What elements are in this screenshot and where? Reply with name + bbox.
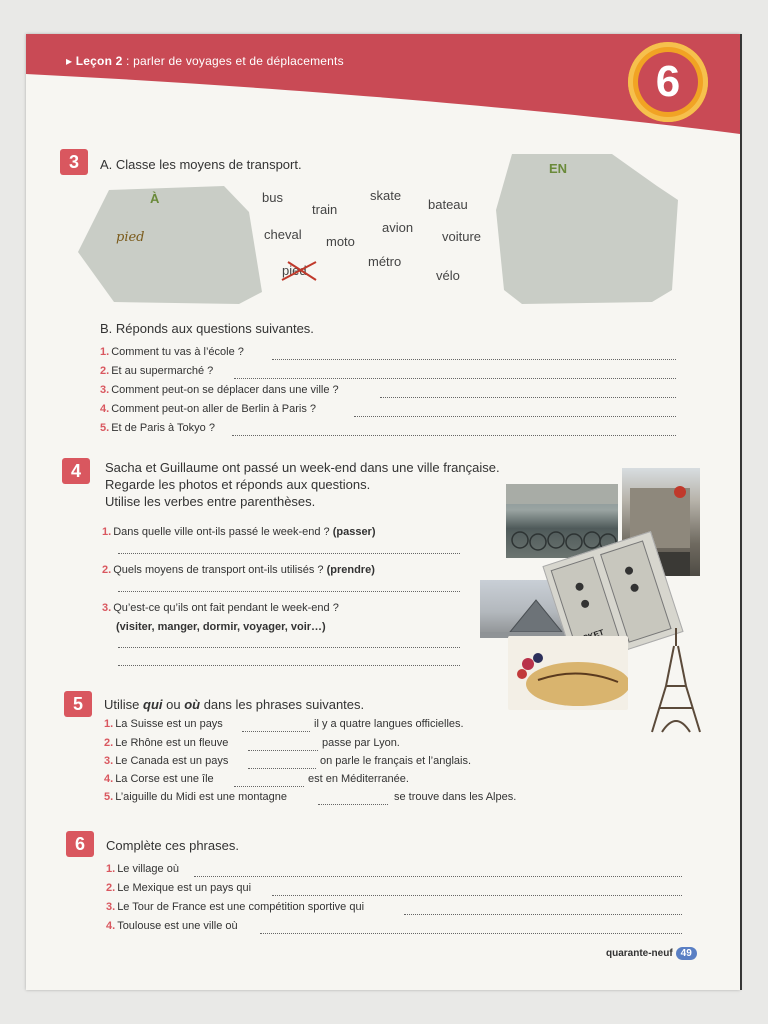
answer-line-6-3[interactable] xyxy=(404,913,682,915)
answer-line-3b-4[interactable] xyxy=(354,415,676,417)
question-3b-1: 1. Comment tu vas à l’école ? xyxy=(100,346,244,358)
exercise-5-number: 5 xyxy=(64,691,92,717)
question-3b-5: 5. Et de Paris à Tokyo ? xyxy=(100,422,215,434)
exercise-5-title: Utilise qui ou où dans les phrases suivantes. xyxy=(104,697,365,712)
answer-line-4-3b[interactable] xyxy=(118,664,460,666)
exercise-3b-title: B. Réponds aux questions suivantes. xyxy=(100,321,314,336)
word-velo[interactable]: vélo xyxy=(436,268,460,283)
word-train[interactable]: train xyxy=(312,202,338,217)
right-category-blob xyxy=(492,150,682,306)
blank-5-1[interactable] xyxy=(242,730,310,732)
sentence-5-4-end: est en Méditerranée. xyxy=(308,773,409,785)
exercise-3-number: 3 xyxy=(60,149,88,175)
blank-5-4[interactable] xyxy=(234,785,304,787)
answer-line-6-4[interactable] xyxy=(260,932,682,934)
unit-badge xyxy=(628,42,708,122)
exercise-4-line-2: Regarde les photos et réponds aux questions. xyxy=(105,477,371,492)
answer-line-3b-3[interactable] xyxy=(380,396,676,398)
sentence-5-2-end: passe par Lyon. xyxy=(322,737,400,749)
blank-5-5[interactable] xyxy=(318,803,388,805)
answer-line-4-2[interactable] xyxy=(118,590,460,592)
word-metro[interactable]: métro xyxy=(368,254,402,269)
word-voiture[interactable]: voiture xyxy=(442,229,482,244)
answer-line-3b-1[interactable] xyxy=(272,358,676,360)
exercise-3a-title: A. Classe les moyens de transport. xyxy=(100,157,302,172)
sentence-6-3: 3. Le Tour de France est une compétition sportive qui xyxy=(106,901,365,913)
sentence-5-5-end: se trouve dans les Alpes. xyxy=(394,791,517,803)
sentence-5-3-end: on parle le français et l’anglais. xyxy=(320,755,472,767)
question-3b-4: 4. Comment peut-on aller de Berlin à Paris ? xyxy=(100,403,317,415)
question-4-1: 1. Dans quelle ville ont-ils passé le week-end ? (passer) xyxy=(102,526,376,538)
question-4-3: 3. Qu’est-ce qu’ils ont fait pendant le week-end ? xyxy=(102,602,339,614)
answer-line-6-1[interactable] xyxy=(194,875,682,877)
exercise-4-line-3: Utilise les verbes entre parenthèses. xyxy=(105,494,316,509)
answer-line-4-3a[interactable] xyxy=(118,646,460,648)
right-category-label: EN xyxy=(549,161,568,176)
answer-line-6-2[interactable] xyxy=(272,894,682,896)
exercise-4-number: 4 xyxy=(62,458,90,484)
workbook-page xyxy=(26,34,740,990)
sentence-6-1: 1. Le village où xyxy=(106,863,179,875)
blank-5-3[interactable] xyxy=(248,767,316,769)
word-avion[interactable]: avion xyxy=(382,220,414,235)
answer-line-4-1[interactable] xyxy=(118,552,460,554)
sentence-5-4-start: 4. La Corse est une île xyxy=(104,773,214,785)
page-number: 49 xyxy=(676,947,697,960)
left-category-blob xyxy=(74,182,264,308)
sentence-5-5-start: 5. L’aiguille du Midi est une montagne xyxy=(104,791,288,803)
sentence-5-1-end: il y a quatre langues officielles. xyxy=(314,718,464,730)
sentence-5-2-start: 2. Le Rhône est un fleuve xyxy=(104,737,229,749)
question-4-3-verbs: (visiter, manger, dormir, voyager, voir…) xyxy=(116,621,326,633)
sentence-6-2: 2. Le Mexique est un pays qui xyxy=(106,882,252,894)
exercise-4-line-1: Sacha et Guillaume ont passé un week-end dans une ville française. xyxy=(105,460,500,475)
sentence-5-3-start: 3. Le Canada est un pays xyxy=(104,755,229,767)
sentence-5-1-start: 1. La Suisse est un pays xyxy=(104,718,223,730)
blank-5-2[interactable] xyxy=(248,749,318,751)
exercise-6-title: Complète ces phrases. xyxy=(106,838,239,853)
example-answer[interactable]: pied xyxy=(116,230,145,245)
unit-number: 6 xyxy=(638,52,698,112)
sentence-6-4: 4. Toulouse est une ville où xyxy=(106,920,238,932)
question-3b-3: 3. Comment peut-on se déplacer dans une ville ? xyxy=(100,384,339,396)
question-3b-2: 2. Et au supermarché ? xyxy=(100,365,214,377)
word-pied-crossed: pied xyxy=(282,263,307,278)
word-bus[interactable]: bus xyxy=(262,190,283,205)
word-bateau[interactable]: bateau xyxy=(428,197,468,212)
page-footer: quarante-neuf 49 xyxy=(606,947,697,960)
eiffel-tower-icon xyxy=(646,626,706,736)
exercise-6-number: 6 xyxy=(66,831,94,857)
word-skate[interactable]: skate xyxy=(370,188,402,203)
answer-line-3b-2[interactable] xyxy=(234,377,676,379)
crepes-icon xyxy=(508,636,628,710)
photo-crepes xyxy=(508,636,628,710)
word-moto[interactable]: moto xyxy=(326,234,355,249)
answer-line-3b-5[interactable] xyxy=(232,434,676,436)
lesson-title: ▸ Leçon 2 : parler de voyages et de déplacements xyxy=(66,54,344,68)
word-cheval[interactable]: cheval xyxy=(264,227,302,242)
left-category-label: À xyxy=(150,191,160,206)
cross-out-mark xyxy=(280,260,320,282)
question-4-2: 2. Quels moyens de transport ont-ils utilisés ? (prendre) xyxy=(102,564,375,576)
